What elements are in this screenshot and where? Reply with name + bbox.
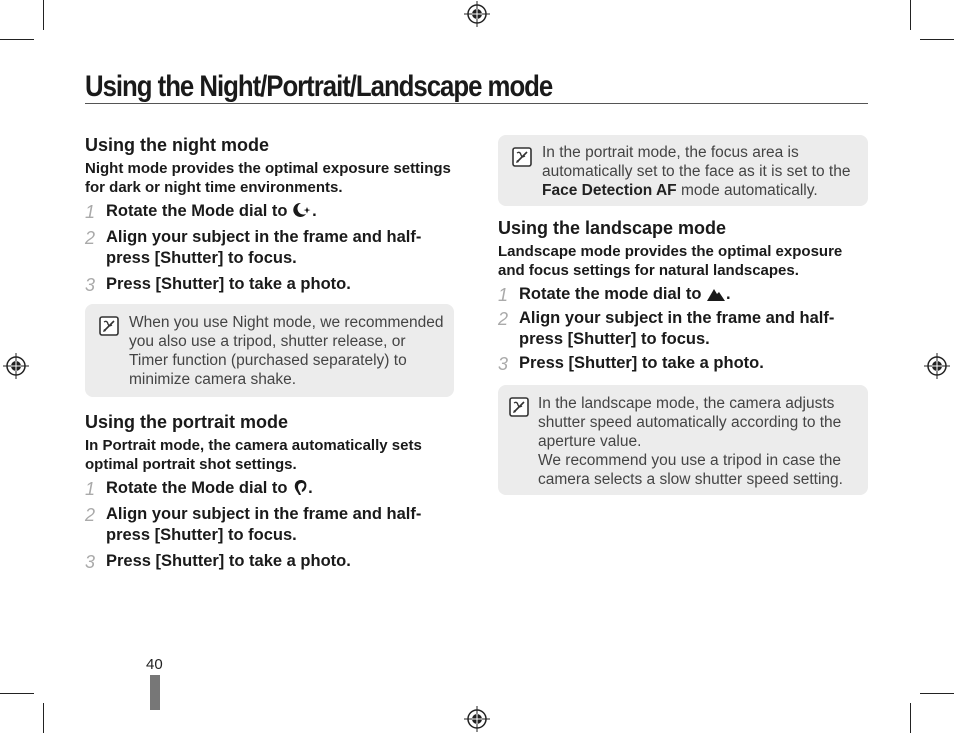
night-mode-note <box>85 304 454 397</box>
portrait-mode-section <box>85 411 457 572</box>
step-number: 1 <box>498 285 509 305</box>
step-item <box>498 284 870 305</box>
landscape-mode-section <box>498 217 870 495</box>
landscape-mode-note <box>498 385 868 495</box>
step-text: Rotate the Mode dial to <box>106 479 293 497</box>
crop-mark <box>0 693 34 694</box>
step-item <box>85 201 457 222</box>
crop-mark <box>920 39 954 40</box>
right-column <box>498 135 870 495</box>
note-text: When you use Night mode, we recommended you also use a tripod, shutter release, or Timer function (purchased separately) to minimize camera shake. <box>129 314 444 388</box>
shutter-key: [Shutter] <box>155 275 225 293</box>
step-item <box>85 478 457 499</box>
night-mode-section <box>85 134 457 397</box>
note-text: In the landscape mode, the camera adjusts shutter speed automatically according to the aperture value. <box>538 395 842 450</box>
title-rule <box>85 103 868 104</box>
page-number: 40 <box>146 656 163 673</box>
step-text: Press <box>519 354 569 372</box>
portrait-mode-intro: In Portrait mode, the camera automatically sets optimal portrait shot settings. <box>85 437 422 473</box>
note-text <box>542 143 858 200</box>
shutter-key: [Shutter] <box>568 354 638 372</box>
step-item <box>85 504 457 546</box>
crop-mark <box>910 703 911 733</box>
step-text-end: to focus. <box>223 249 297 267</box>
step-number: 2 <box>85 505 96 525</box>
note-text-start: In the portrait mode, the focus area is automatically set to the face as it is set to the <box>542 144 851 180</box>
step-text-end: . <box>726 285 731 303</box>
step-item <box>85 274 457 295</box>
step-text: Align your subject in the frame and half-press <box>519 309 835 348</box>
step-text-end: . <box>312 202 317 220</box>
step-text-end: to focus. <box>223 526 297 544</box>
night-mode-heading: Using the night mode <box>85 135 269 155</box>
note-icon <box>512 147 532 167</box>
note-icon <box>99 316 119 336</box>
step-number: 3 <box>498 354 509 374</box>
portrait-mode-steps <box>85 478 457 572</box>
night-mode-steps <box>85 201 457 295</box>
step-text: Align your subject in the frame and half-press <box>106 505 422 544</box>
step-text-end: . <box>308 479 313 497</box>
registration-mark-icon <box>3 353 29 379</box>
landscape-mode-icon <box>706 286 726 302</box>
step-item <box>498 308 870 350</box>
step-text-end: to take a photo. <box>224 552 351 570</box>
step-number: 2 <box>498 309 509 329</box>
page-number-bar <box>150 675 160 710</box>
crop-mark <box>920 693 954 694</box>
registration-mark-icon <box>464 1 490 27</box>
step-number: 2 <box>85 228 96 248</box>
portrait-mode-icon <box>292 478 308 496</box>
step-item <box>85 227 457 269</box>
face-detection-af-label: Face Detection AF <box>542 182 677 199</box>
left-column <box>85 134 457 577</box>
step-text: Press <box>106 552 156 570</box>
registration-mark-icon <box>924 353 950 379</box>
shutter-key: [Shutter] <box>154 526 224 544</box>
landscape-mode-intro: Landscape mode provides the optimal exposure and focus settings for natural landscapes. <box>498 243 843 279</box>
night-mode-intro: Night mode provides the optimal exposure settings for dark or night time environments. <box>85 160 451 196</box>
note-icon <box>509 397 529 417</box>
crop-mark <box>43 703 44 733</box>
step-text-end: to take a photo. <box>637 354 764 372</box>
crop-mark <box>0 39 34 40</box>
landscape-mode-steps <box>498 284 870 374</box>
night-mode-icon <box>292 201 312 219</box>
portrait-mode-note <box>498 135 868 206</box>
landscape-mode-heading: Using the landscape mode <box>498 218 727 238</box>
step-number: 3 <box>85 552 96 572</box>
step-item <box>85 551 457 572</box>
step-number: 3 <box>85 275 96 295</box>
note-text: We recommend you use a tripod in case the camera selects a slow shutter speed setting. <box>538 452 843 488</box>
note-text-end: mode automatically. <box>676 182 818 199</box>
shutter-key: [Shutter] <box>154 249 224 267</box>
step-text: Rotate the Mode dial to <box>106 202 293 220</box>
step-text-end: to take a photo. <box>224 275 351 293</box>
page-title: Using the Night/Portrait/Landscape mode <box>85 70 553 103</box>
portrait-mode-heading: Using the portrait mode <box>85 412 289 432</box>
step-number: 1 <box>85 479 96 499</box>
step-text: Rotate the mode dial to <box>519 285 707 303</box>
crop-mark <box>910 0 911 30</box>
step-text: Press <box>106 275 156 293</box>
step-item <box>498 353 870 374</box>
crop-mark <box>43 0 44 30</box>
step-text-end: to focus. <box>636 330 710 348</box>
step-text: Align your subject in the frame and half-press <box>106 228 422 267</box>
step-number: 1 <box>85 202 96 222</box>
shutter-key: [Shutter] <box>567 330 637 348</box>
registration-mark-icon <box>464 706 490 732</box>
shutter-key: [Shutter] <box>155 552 225 570</box>
